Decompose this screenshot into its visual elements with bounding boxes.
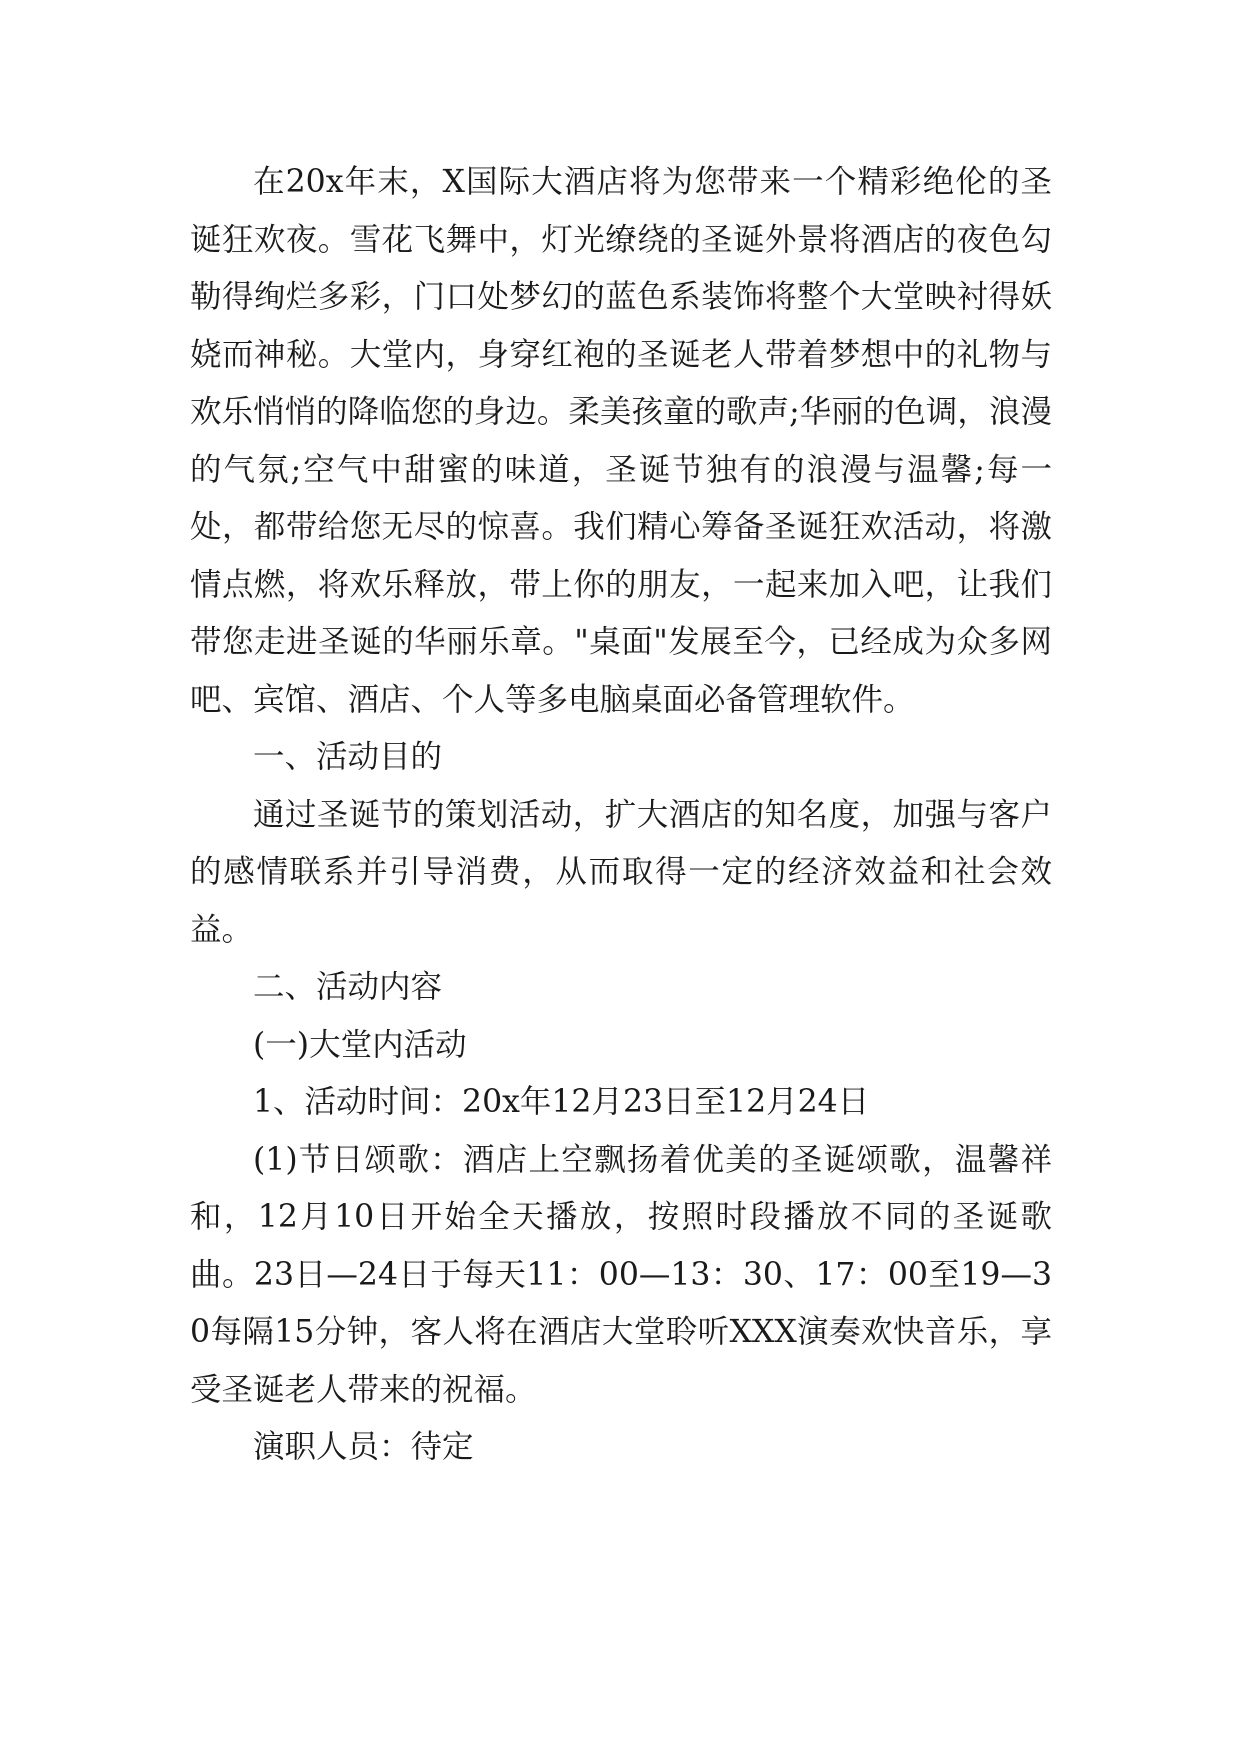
intro-paragraph: 在20x年末，X国际大酒店将为您带来一个精彩绝伦的圣诞狂欢夜。雪花飞舞中，灯光缭绕的圣诞外景将酒店的夜色勾勒得绚烂多彩，门口处梦幻的蓝色系装饰将整个大堂映衬得妖娆而神秘。大堂内，身穿红袍的圣诞老人带着梦想中的礼物与欢乐悄悄的降临您的身边。柔美孩童的歌声;华丽的色调，浪漫的气氛;空气中甜蜜的味道，圣诞节独有的浪漫与温馨;每一处，都带给您无尽的惊喜。我们精心筹备圣诞狂欢活动，将激情点燃，将欢乐释放，带上你的朋友，一起来加入吧，让我们带您走进圣诞的华丽乐章。"桌面"发展至今，已经成为众多网吧、宾馆、酒店、个人等多电脑桌面必备管理软件。 [190, 164, 1052, 718]
purpose-paragraph: 通过圣诞节的策划活动，扩大酒店的知名度，加强与客户的感情联系并引导消费，从而取得一定的经济效益和社会效益。 [190, 796, 1052, 948]
carol-paragraph: (1)节日颂歌：酒店上空飘扬着优美的圣诞颂歌，温馨祥和，12月10日开始全天播放，按照时段播放不同的圣诞歌曲。23日—24日于每天11：00—13：30、17：00至19—30每隔15分钟，客人将在酒店大堂聆听XXX演奏欢快音乐，享受圣诞老人带来的祝福。 [190, 1141, 1052, 1408]
activity-time-line: 1、活动时间：20x年12月23日至12月24日 [253, 1084, 870, 1120]
document-body [190, 154, 1052, 1477]
section-heading-content: 二、活动内容 [253, 969, 443, 1005]
performers-line: 演职人员：待定 [253, 1429, 474, 1465]
section-heading-purpose: 一、活动目的 [253, 739, 443, 775]
subsection-heading-lobby: (一)大堂内活动 [253, 1026, 467, 1063]
